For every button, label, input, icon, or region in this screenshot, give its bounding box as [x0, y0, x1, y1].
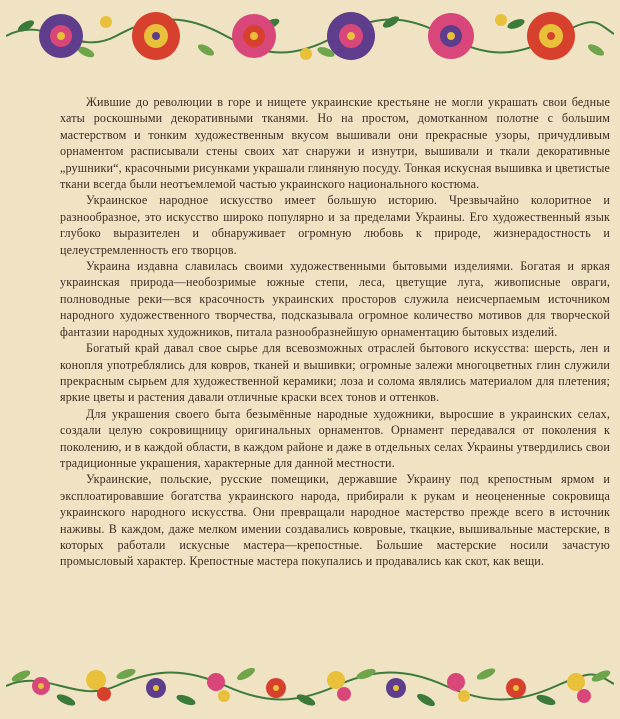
paragraph-1: Жившие до революции в горе и нищете украинские крестьяне не могли украшать свои бедные хаты роскошными декоративными тканями. Но на простом, домотканном полотне с большим мастерством и тонким художественным вкусом вышивали они прекрасные узоры, причудливым орнаментом расписывали стены своих хат снаружи и изнутри, вышивали и ткали декоративные „рушники“, красочными рисунками украшали глиняную посуду. Тонкая искусная вышивка и цветистые ткани всегда были неотъемлемой частью украинского национального костюма.	[60, 95, 610, 192]
bottom-floral-border	[6, 658, 614, 714]
top-floral-border	[6, 4, 614, 68]
paragraph-4: Богатый край давал свое сырье для всевозможных отраслей бытового искусства: шерсть, лен и конопля употреблялись для ковров, тканей и вышивки; огромные залежи многоцветных глин служили прекрасным сырьем для художественной керамики; лоза и солома являлись материалом для плетения; яркие цветы и растения давали отличные краски всех тонов и оттенков.	[60, 341, 610, 405]
paragraph-3: Украина издавна славилась своими художественными бытовыми изделиями. Богатая и яркая украинская природа—необозримые южные степи, леса, цветущие луга, живописные овраги, полноводные реки—вся красочность украинских просторов служила неисчерпаемым источником народного художественного творчества, подсказывала огромное количество мотивов для творческой фантазии народных художников, питала разнообразнейшую орнаментацию бытовых изделий.	[60, 259, 610, 339]
article-text	[60, 94, 610, 652]
paragraph-6: Украинские, польские, русские помещики, державшие Украину под крепостным ярмом и эксплоатировавшие богатства украинского народа, прибирали к рукам и неоцененные сокровища украинского народного искусства. Они превращали народное мастерство прежде всего в источник наживы. В каждом, даже мелком имении создавались ковровые, ткацкие, вышивальные мастерские, в которых работали искусные мастера—крепостные. Большие мастерские носили зачастую промысловый характер. Крепостные мастера покупались и продавались как скот, как вещи.	[60, 472, 610, 569]
paragraph-2: Украинское народное искусство имеет большую историю. Чрезвычайно колоритное и разнообразное, это искусство широко популярно и за пределами Украины. Его художественный язык глубоко выразителен и обнаруживает огромную любовь к природе, жизнерадостность и целеустремленность его творцов.	[60, 193, 610, 257]
paragraph-5: Для украшения своего быта безымённые народные художники, выросшие в украинских селах, создали целую сокровищницу оригинальных орнаментов. Орнамент передавался от поколения к поколению, и в каждой области, в каждом районе и даже в отдельных селах Украины утвердились свои традиционные украшения, характерные для данной местности.	[60, 406, 610, 470]
